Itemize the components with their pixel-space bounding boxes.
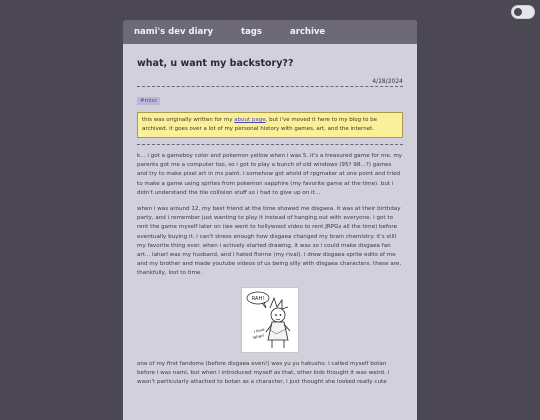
note-text-start: this was originally written for my bbox=[142, 117, 235, 123]
post-content bbox=[123, 58, 417, 387]
nav-archive-link[interactable]: archive bbox=[289, 27, 326, 37]
top-nav bbox=[123, 20, 417, 44]
paragraph-fandoms: one of my first fandoms (before disgaea even!) was yu yu hakusho. i called myself botan before i was nami, but when i introduced myself as that, other kids thought it was weird. i wasn't particularly attached to botan as a character, i just thought she looked really cute bbox=[137, 360, 390, 386]
post-title: what, u want my backstory?? bbox=[137, 58, 294, 69]
tag-badge[interactable]: #misc bbox=[137, 97, 160, 105]
nav-home-link[interactable]: nami's dev diary bbox=[134, 27, 213, 37]
archive-note bbox=[137, 112, 403, 138]
drawing-container bbox=[137, 287, 403, 353]
blog-card bbox=[123, 20, 417, 420]
theme-toggle[interactable] bbox=[511, 5, 535, 19]
paragraph-childhood: k... i got a gameboy color and pokemon yellow when i was 5. it's a treasured game for me. my parents got me a computer too, so i got to play a bunch of old windows (95? 98...?) games and try to make pixel art in ms paint. i somehow got ahold of rpgmaker at one point and tried to make a game using sprites from pokemon sapphire (my favorite game at the time). but i didn't understand the tile collision stuff so i had to give up on it... bbox=[137, 153, 403, 196]
caption-line-1: I love bbox=[253, 326, 265, 334]
toggle-knob bbox=[514, 8, 522, 16]
speech-text: RAH! bbox=[251, 295, 265, 302]
note-text-end: , but i've moved it here to my blog to be archived. it goes over a lot of my personal history with games, art, and the internet. bbox=[142, 117, 377, 132]
paragraph-disgaea: when i was around 12, my best friend at the time showed me disgaea. it was at their birthday party, and i remember just wanting to play it instead of hanging out with everyone. i got to rent the game myself later on (we went to hollywood video to rent JRPGs all the time) before eventually buying it. i can't stress enough how disgaea changed my brain chemistry. it's still my favorite thing ever. when i actively started drawing, it was so i could make disgaea fan art... laharl was my husband, and i hated flonne (my rival). i drew disgaea sprite edits of me and my brother and made youtube videos of us being silly with disgaea characters. these are, thankfully, lost to time. bbox=[137, 206, 402, 277]
about-page-link[interactable]: about page bbox=[234, 117, 266, 123]
laharl-fan-drawing bbox=[241, 287, 299, 353]
post-date: 4/28/2024 bbox=[137, 78, 403, 87]
divider bbox=[137, 144, 403, 145]
caption-line-2: laharl bbox=[252, 332, 265, 340]
nav-tags-link[interactable]: tags bbox=[241, 27, 262, 37]
